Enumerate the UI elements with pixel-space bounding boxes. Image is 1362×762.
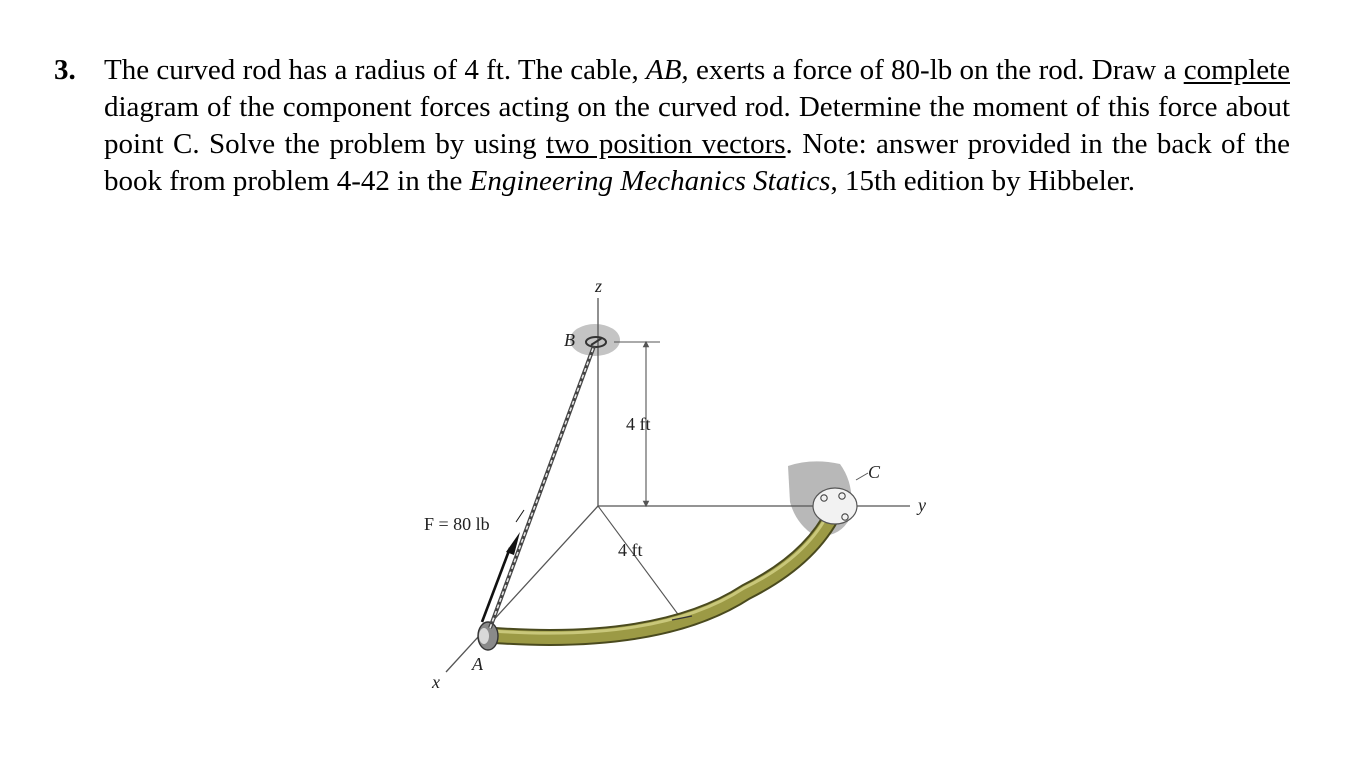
text-part-2: exerts a force of 80-lb on the rod. Draw a <box>688 54 1184 86</box>
text-part-3: diagram of the component forces acting on the curved rod. Determine the moment of this force about point C. Solve the problem by using <box>104 91 1290 160</box>
label-dim-radius: 4 ft <box>618 540 643 560</box>
flange-c <box>813 488 857 524</box>
force-label-leader <box>516 510 524 522</box>
cable-ab-inner <box>490 346 594 628</box>
figure-svg <box>410 270 950 710</box>
label-a: A <box>472 654 483 674</box>
text-part-5: , 15th edition by Hibbeler. <box>830 165 1135 197</box>
support-b-shade <box>570 324 620 356</box>
label-x: x <box>432 672 440 692</box>
radius-dim-line <box>598 506 680 617</box>
complete-underlined: complete <box>1183 54 1290 86</box>
label-b: B <box>564 330 575 350</box>
problem-number: 3. <box>54 54 76 86</box>
label-y: y <box>918 495 926 515</box>
label-z: z <box>595 276 603 296</box>
label-c: C <box>868 462 881 482</box>
text-part-1: The curved rod has a radius of 4 ft. The cable, <box>104 54 646 86</box>
two-position-vectors-underlined: two position vectors <box>546 128 786 160</box>
label-force: F = 80 lb <box>424 514 490 534</box>
text-part-4: . Note: answer provided in the back of the book from problem 4-42 in the <box>104 128 1290 197</box>
curved-rod-figure <box>410 270 950 710</box>
end-cap-a-inner <box>479 628 489 644</box>
cable-name: AB, <box>646 54 689 86</box>
c-leader <box>856 473 868 480</box>
book-title: Engineering Mechanics Statics <box>469 165 831 197</box>
problem-text <box>104 52 1290 200</box>
problem-statement <box>54 52 1290 200</box>
label-dim-vertical: 4 ft <box>626 414 651 434</box>
